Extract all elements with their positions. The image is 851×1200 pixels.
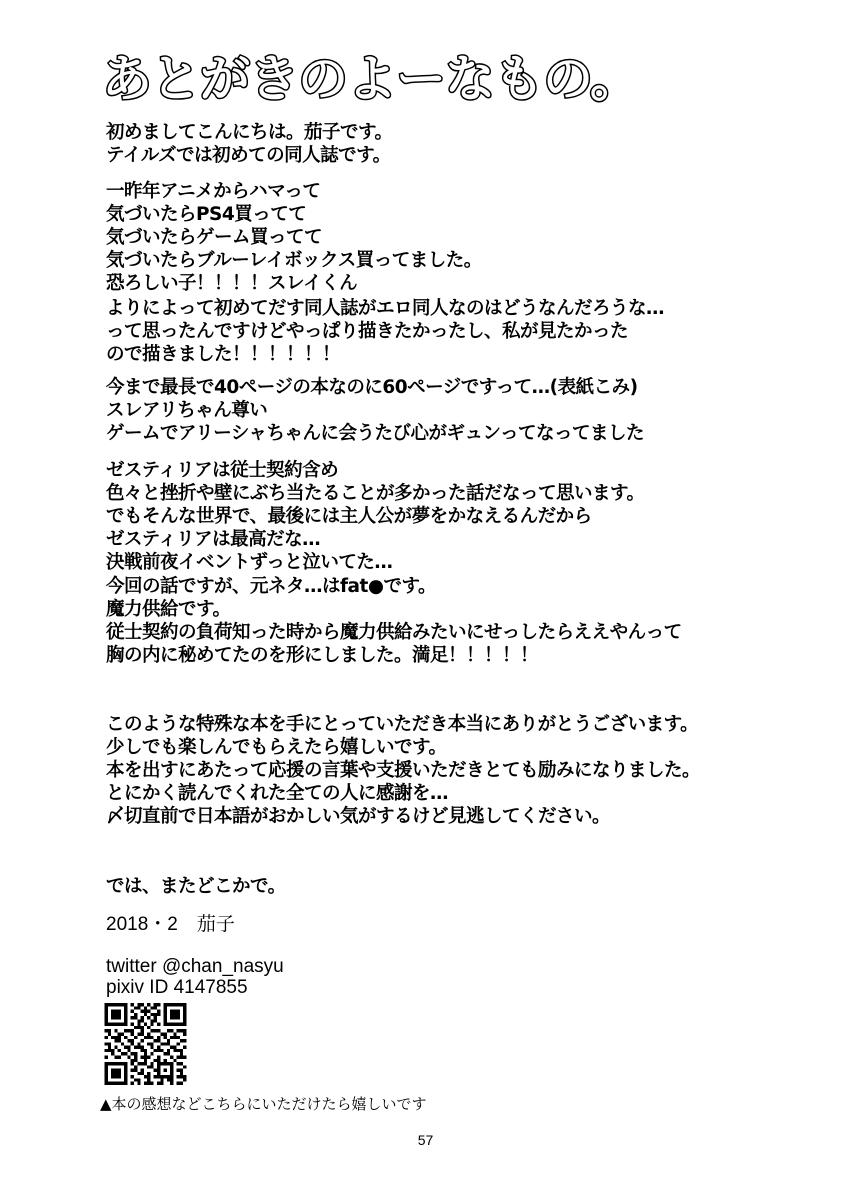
qr-code-icon [100,1003,191,1085]
twitter-handle: twitter @chan_nasyu [106,956,284,977]
text-line: ゼスティリアは従士契約含め [106,460,339,481]
text-line: 魔力供給です。 [106,599,231,620]
text-line: スレアリちゃん尊い [106,400,268,421]
qr-caption: ▲本の感想などこちらにいただけたら嬉しいです [100,1095,427,1113]
text-line: 少しでも楽しんでもらえたら嬉しいです。 [106,737,447,758]
title-text: あとがきのよーなもの。 [102,50,639,108]
paragraph-how-i-got-hooked [106,180,482,295]
text-line: って思ったんですけどやっぱり描きたかったし、私が見たかった [106,321,629,342]
paragraph-page-count [106,376,644,445]
text-line: 今回の話ですが、元ネタ…はfat●です。 [106,576,437,597]
text-line: では、またどこかで。 [106,876,286,897]
text-line: このような特殊な本を手にとっていただき本当にありがとうございます。 [106,714,699,735]
text-line: 従士契約の負荷知った時から魔力供給みたいにせっしたらええやんって [106,622,682,643]
paragraph-story-source [106,575,682,667]
text-line: ゼスティリアは最高だな… [106,529,321,550]
paragraph-greeting [106,121,393,167]
text-line: 色々と挫折や壁にぶち当たることが多かった話だなって思います。 [106,483,645,504]
title-lettering [98,40,639,112]
pixiv-id: pixiv ID 4147855 [106,977,248,998]
text-line: 恐ろしい子！！！！スレイくん [106,273,358,294]
text-line: 初めましてこんにちは。茄子です。 [106,122,393,143]
text-line: 今まで最長で40ページの本なのに60ページですって…(表紙こみ) [106,377,638,398]
text-line: 決戦前夜イベントずっと泣いてた… [106,552,393,573]
text-line: 本を出すにあたって応援の言葉や支援いただきとても励みになりました。 [106,760,701,781]
text-line: 〆切直前で日本語がおかしい気がするけど見逃してください。 [106,806,611,827]
paragraph-thanks [106,713,700,828]
date-signature: 2018・2 茄子 [106,914,235,935]
text-line: テイルズでは初めての同人誌です。 [106,145,391,166]
text-line: とにかく読んでくれた全ての人に感謝を… [106,783,449,804]
paragraph-zestiria [106,459,645,574]
paragraph-farewell [106,875,286,898]
text-line: よりによって初めてだす同人誌がエロ同人なのはどうなんだろうな… [106,298,665,319]
text-line: 気づいたらゲーム買ってて [106,227,323,248]
text-line: 気づいたらPS4買ってて [106,204,307,225]
text-line: 気づいたらブルーレイボックス買ってました。 [106,250,482,271]
page-number: 57 [417,1132,434,1148]
text-line: でもそんな世界で、最後には主人公が夢をかなえるんだから [106,506,592,527]
text-line: ゲームでアリーシャちゃんに会うたび心がギュンってなってました [106,423,644,444]
paragraph-first-doujinshi [106,297,664,366]
text-line: ので描きました！！！！！！ [106,344,341,365]
text-line: 一昨年アニメからハマって [106,181,321,202]
text-line: 胸の内に秘めてたのを形にしました。満足！！！！！ [106,645,539,666]
page-title [98,40,639,112]
